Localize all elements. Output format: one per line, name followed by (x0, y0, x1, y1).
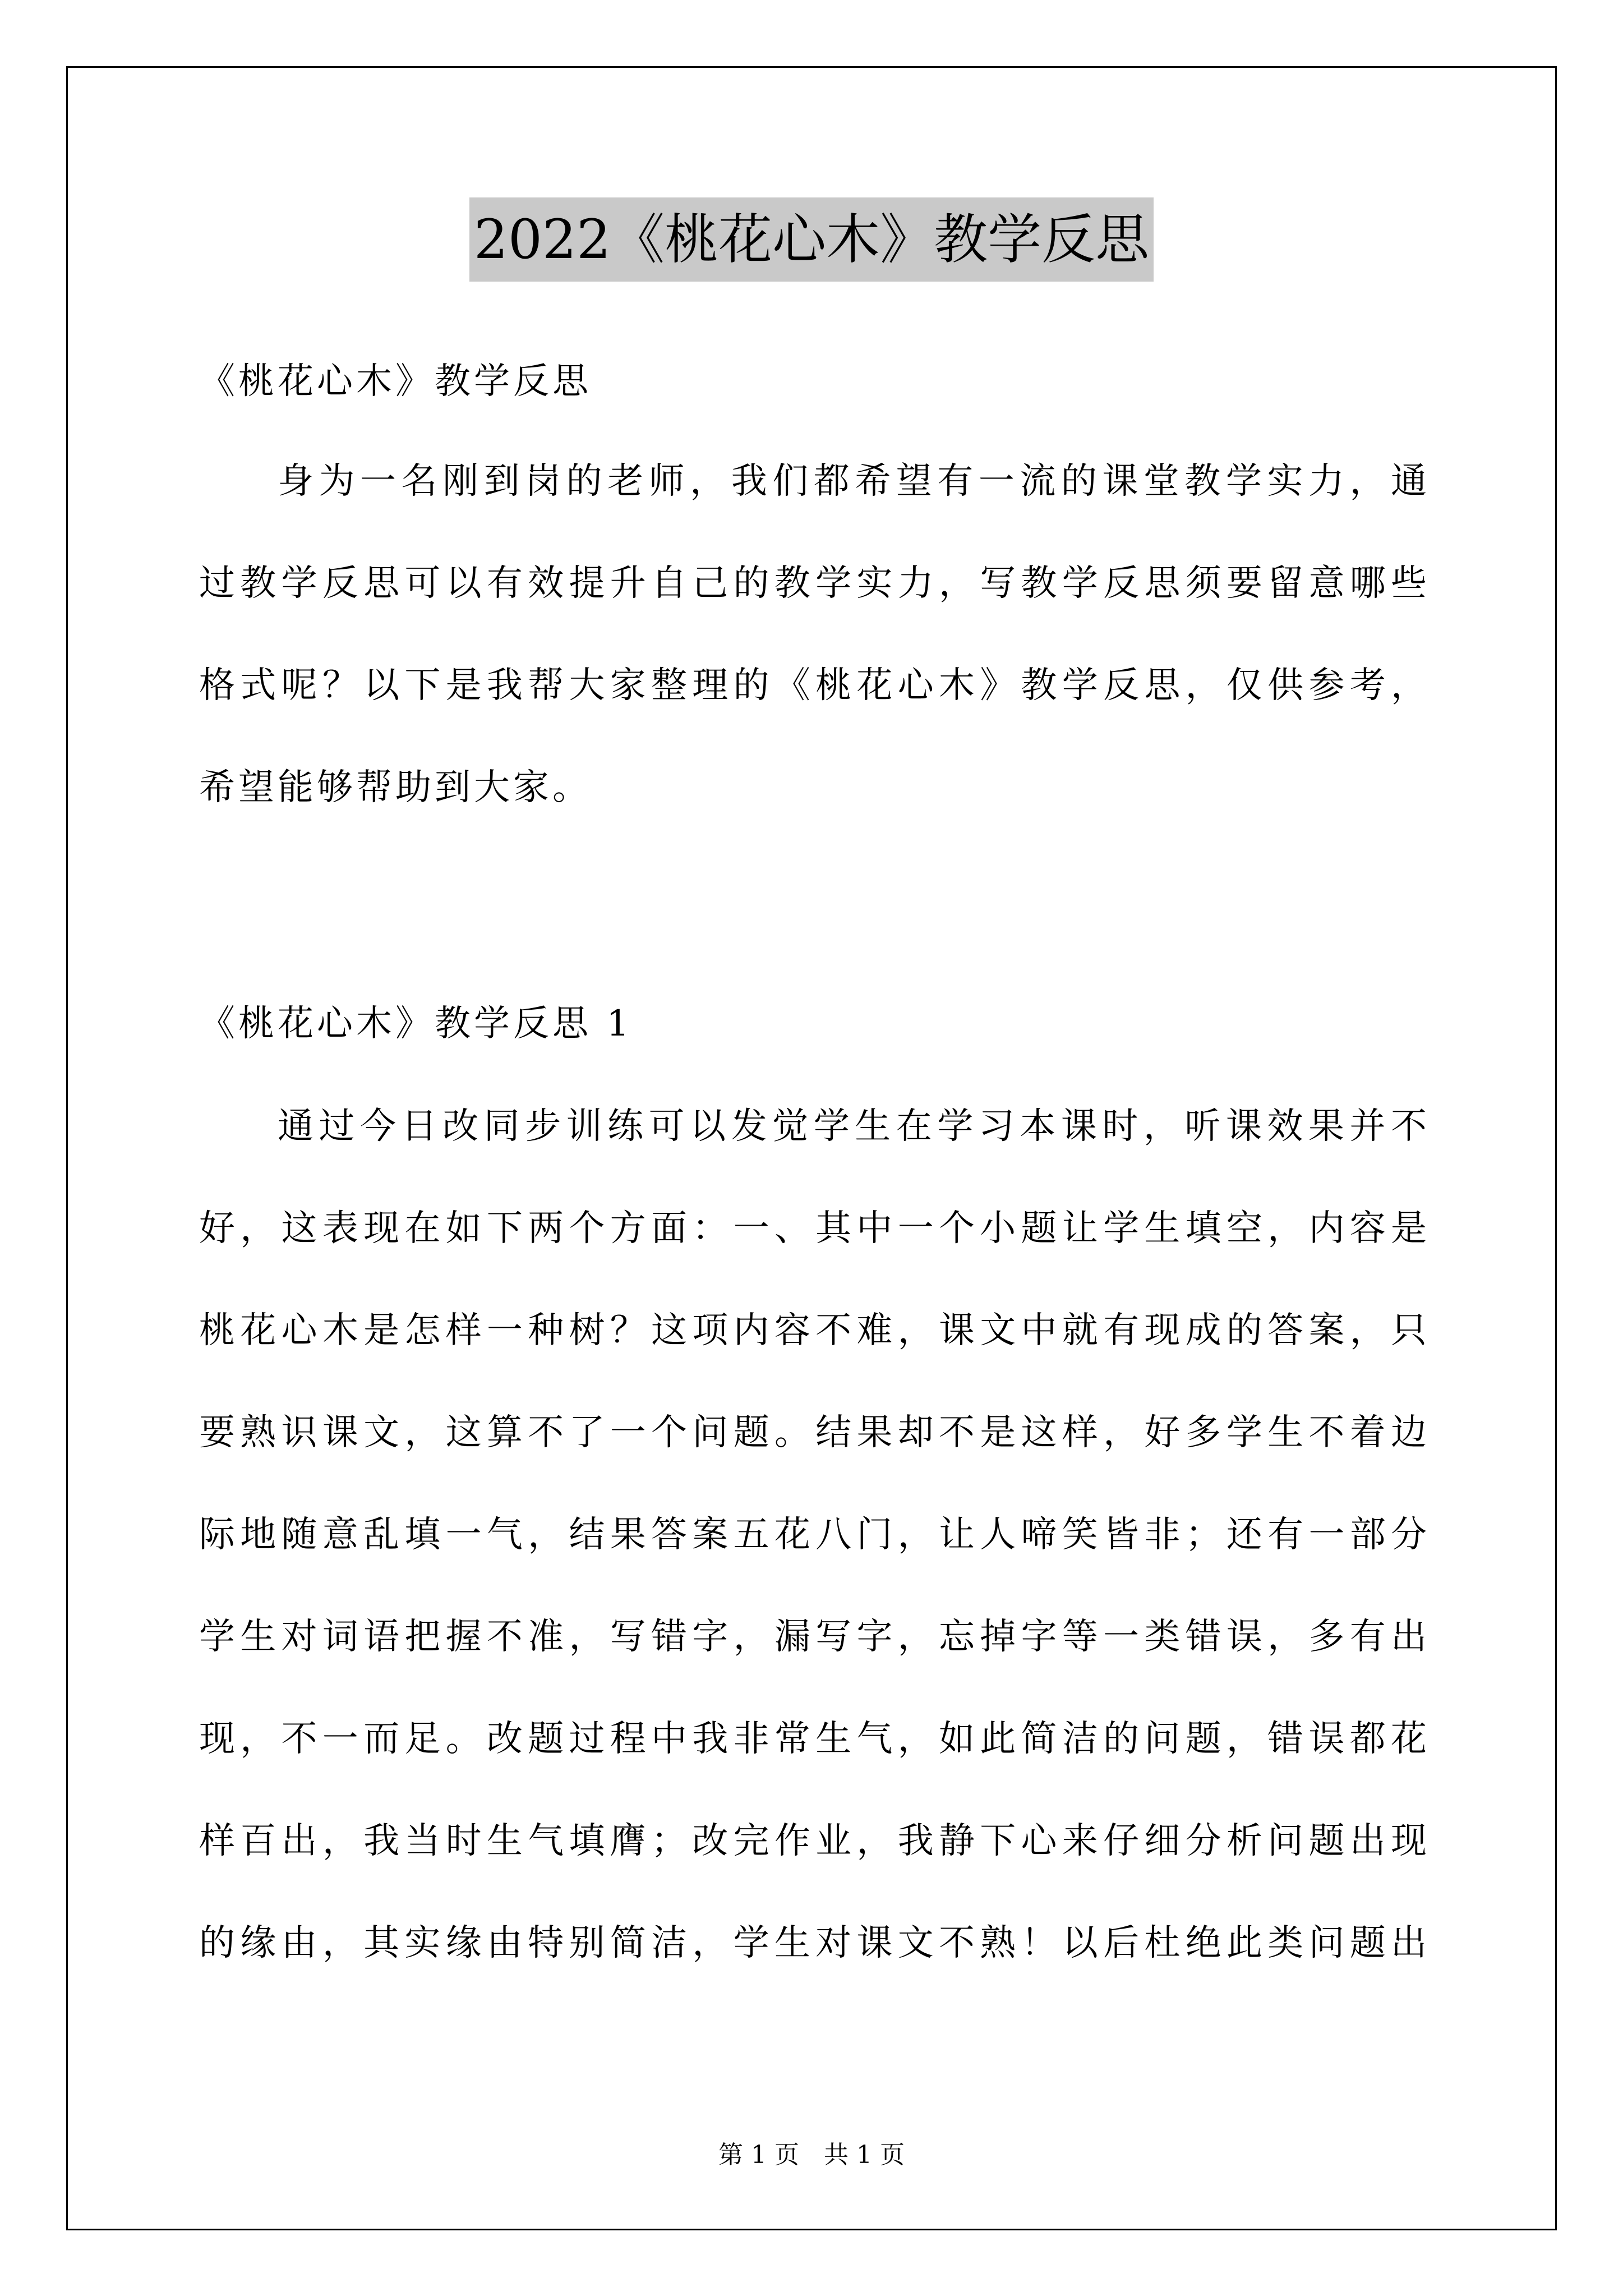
page-footer: 第 1 页 共 1 页 (718, 2141, 905, 2169)
intro-line-2: 过教学反思可以有效提升自己的教学实力，写教学反思须要留意哪些 (199, 563, 1430, 604)
document-title: 2022《桃花心木》教学反思 (469, 197, 1154, 282)
intro-line-1: 身为一名刚到岗的老师，我们都希望有一流的课堂教学实力，通 (278, 461, 1430, 502)
section1-line-8: 样百出，我当时生气填膺；改完作业，我静下心来仔细分析问题出现 (199, 1820, 1430, 1862)
section1-line-7: 现，不一而足。改题过程中我非常生气，如此简洁的问题，错误都花 (199, 1718, 1430, 1760)
section1-line-2: 好，这表现在如下两个方面：一、其中一个小题让学生填空，内容是 (199, 1208, 1430, 1249)
section1-line-3: 桃花心木是怎样一种树？这项内容不难，课文中就有现成的答案，只 (199, 1310, 1430, 1351)
section1-line-6: 学生对词语把握不准，写错字，漏写字，忘掉字等一类错误，多有出 (199, 1616, 1430, 1658)
title-container (0, 197, 1623, 282)
intro-line-3: 格式呢？以下是我帮大家整理的《桃花心木》教学反思，仅供参考， (199, 665, 1430, 706)
section1-line-5: 际地随意乱填一气，结果答案五花八门，让人啼笑皆非；还有一部分 (199, 1514, 1430, 1556)
section1-heading: 《桃花心木》教学反思 1 (199, 1003, 633, 1045)
section1-line-1: 通过今日改同步训练可以发觉学生在学习本课时，听课效果并不 (278, 1106, 1430, 1147)
intro-line-4: 希望能够帮助到大家。 (199, 767, 592, 808)
section1-line-9: 的缘由，其实缘由特别简洁，学生对课文不熟！以后杜绝此类问题出 (199, 1922, 1430, 1964)
section1-line-4: 要熟识课文，这算不了一个问题。结果却不是这样，好多学生不着边 (199, 1412, 1430, 1453)
subtitle: 《桃花心木》教学反思 (199, 361, 592, 402)
